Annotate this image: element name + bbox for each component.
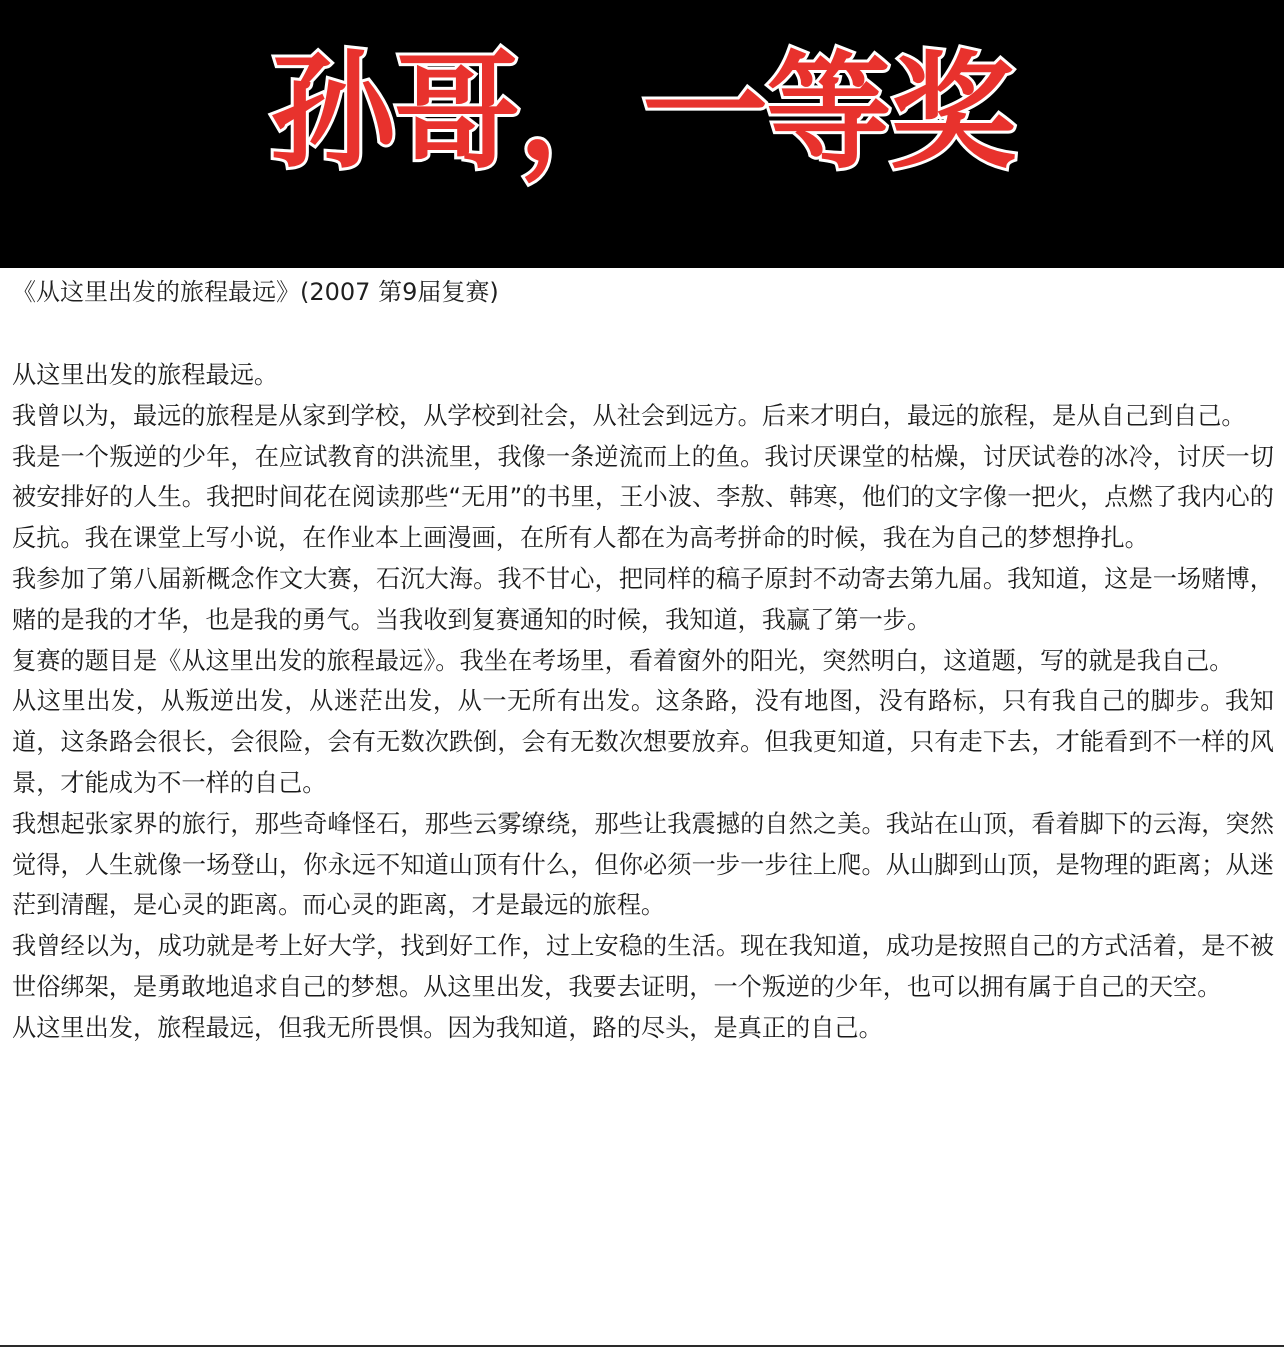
essay-paragraph: 我曾经以为，成功就是考上好大学，找到好工作，过上安稳的生活。现在我知道，成功是按照自己的方式活着，是不被世俗绑架，是勇敢地追求自己的梦想。从这里出发，我要去证明，一个叛逆的少年，也可以拥有属于自己的天空。 (12, 932, 1274, 1001)
essay-paragraph: 从这里出发，旅程最远，但我无所畏惧。因为我知道，路的尽头，是真正的自己。 (12, 1013, 883, 1042)
essay-heading: 《从这里出发的旅程最远》(2007 第9届复赛) (12, 278, 499, 306)
essay-paragraph: 从这里出发，从叛逆出发，从迷茫出发，从一无所有出发。这条路，没有地图，没有路标，只有我自己的脚步。我知道，这条路会很长，会很险，会有无数次跌倒，会有无数次想要放弃。但我更知道，只有走下去，才能看到不一样的风景，才能成为不一样的自己。 (12, 687, 1274, 797)
essay-sheet (0, 268, 1284, 1347)
essay-paragraph: 从这里出发的旅程最远。 (12, 361, 279, 389)
essay-paragraph: 我参加了第八届新概念作文大赛，石沉大海。我不甘心，把同样的稿子原封不动寄去第九届。我知道，这是一场赌博，赌的是我的才华，也是我的勇气。当我收到复赛通知的时候，我知道，我赢了第一步。 (12, 564, 1274, 634)
essay-body (12, 355, 1274, 1049)
banner-title: 孙哥，一等奖 (270, 39, 1014, 186)
essay-paragraph: 我想起张家界的旅行，那些奇峰怪石，那些云雾缭绕，那些让我震撼的自然之美。我站在山顶，看着脚下的云海，突然觉得，人生就像一场登山，你永远不知道山顶有什么，但你必须一步一步往上爬。从山脚到山顶，是物理的距离；从迷茫到清醒，是心灵的距离。而心灵的距离，才是最远的旅程。 (12, 809, 1274, 920)
title-banner (0, 0, 1284, 268)
essay-paragraph: 复赛的题目是《从这里出发的旅程最远》。我坐在考场里，看着窗外的阳光，突然明白，这道题，写的就是我自己。 (12, 646, 1234, 675)
essay-paragraph: 我是一个叛逆的少年，在应试教育的洪流里，我像一条逆流而上的鱼。我讨厌课堂的枯燥，讨厌试卷的冰冷，讨厌一切被安排好的人生。我把时间花在阅读那些“无用”的书里，王小波、李敖、韩寒，他们的文字像一把火，点燃了我内心的反抗。我在课堂上写小说，在作业本上画漫画，在所有人都在为高考拼命的时候，我在为自己的梦想挣扎。 (12, 442, 1274, 553)
essay-paragraph: 我曾以为，最远的旅程是从家到学校，从学校到社会，从社会到远方。后来才明白，最远的旅程，是从自己到自己。 (12, 401, 1246, 430)
